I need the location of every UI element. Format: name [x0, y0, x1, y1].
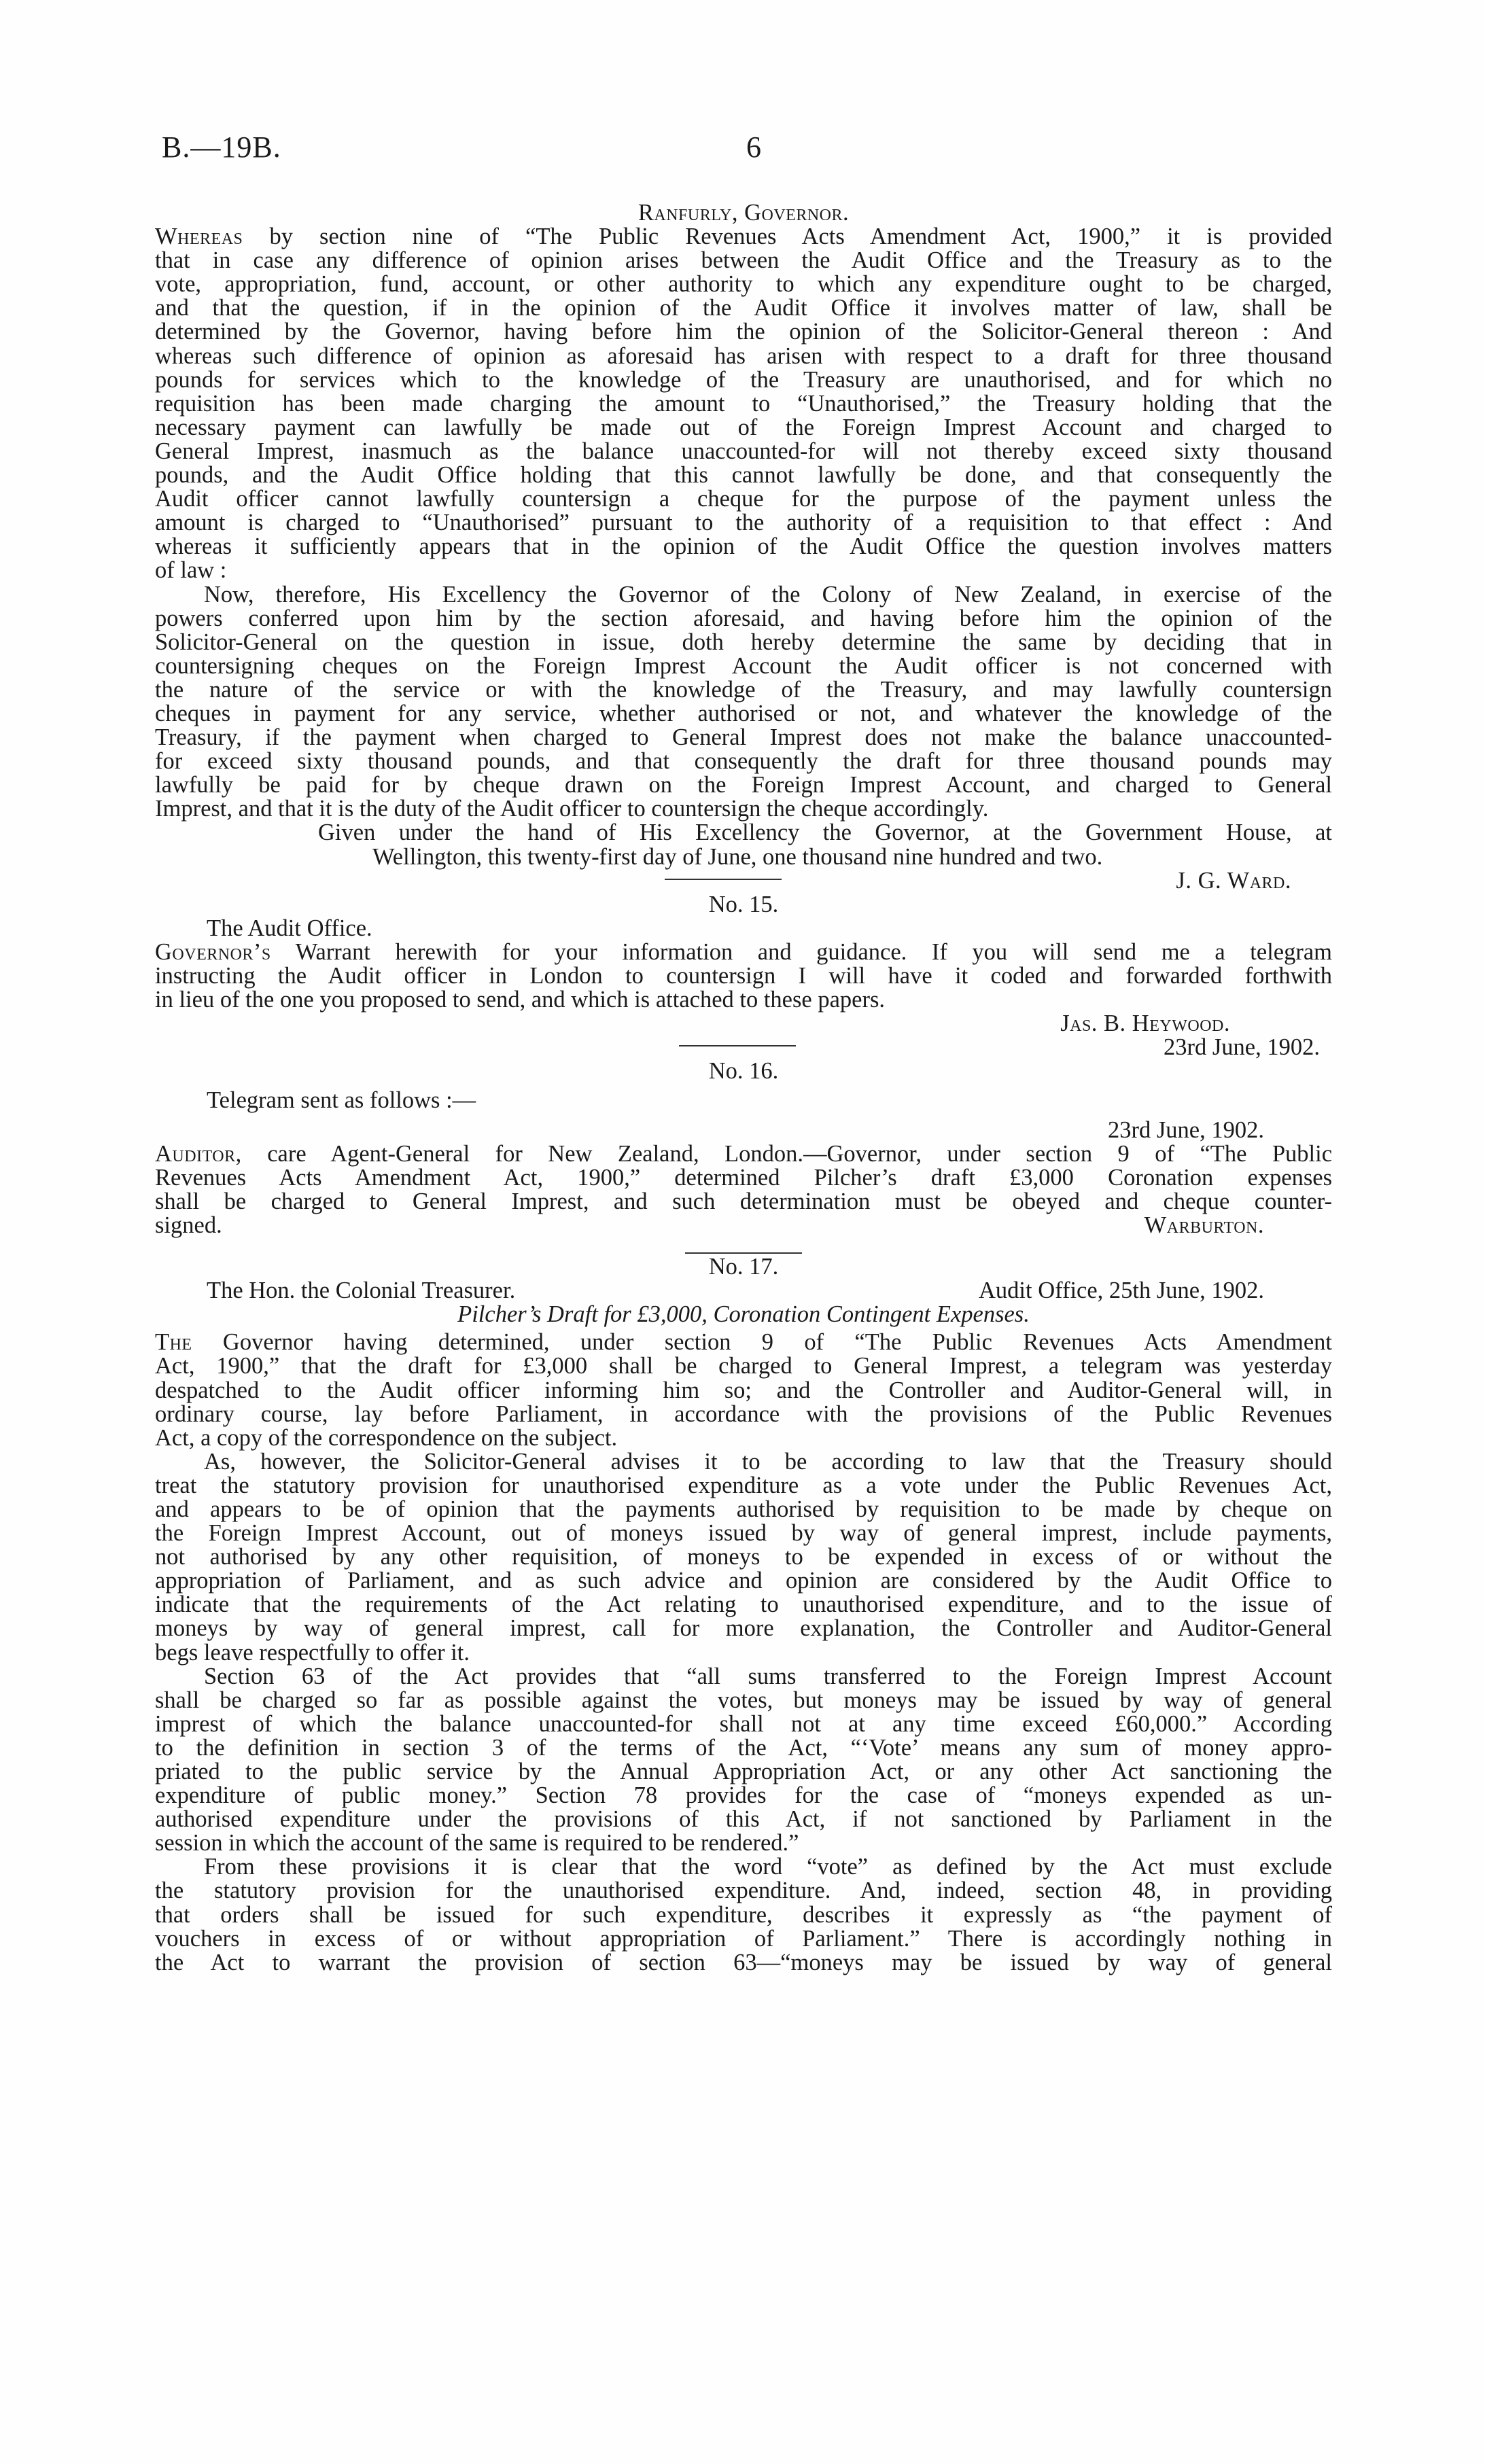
text-line: From these provisions it is clear that the word “vote” as defined by the Act must exclude	[204, 1854, 1332, 1880]
text-line: Act, 1900,” that the draft for £3,000 shall be charged to General Imprest, a telegram was yesterday	[155, 1353, 1332, 1379]
text-line: to the definition in section 3 of the terms of the Act, “‘Vote’ means any sum of money appro-	[155, 1734, 1332, 1761]
text-line: Auditor, care Agent-General for New Zealand, London.—Governor, under section 9 of “The Public	[155, 1140, 1333, 1167]
lead-word: Whereas	[155, 224, 243, 250]
warrant-given-line: Wellington, this twenty-first day of June, one thousand nine hundred and two.	[372, 843, 1103, 870]
text-line: shall be charged to General Imprest, and such determination must be obeyed and cheque counter-	[155, 1188, 1332, 1214]
page-number: 6	[746, 130, 761, 164]
text-line: shall be charged so far as possible against the votes, but moneys may be issued by way of general	[155, 1687, 1332, 1713]
no16-signature: Warburton.	[1144, 1212, 1264, 1238]
text-line: expenditure of public money.” Section 78 provides for the case of “moneys expended as un-	[155, 1782, 1332, 1809]
text-line: Now, therefore, His Excellency the Governor of the Colony of New Zealand, in exercise of the	[204, 581, 1332, 608]
text-line: and that the question, if in the opinion of the Audit Office it involves matter of law, shall be	[155, 295, 1332, 321]
no16-telegram-body	[155, 1142, 1332, 1237]
text-line: determined by the Governor, having before him the opinion of the Solicitor-General thereon : And	[155, 319, 1332, 345]
no17-paragraph-2	[155, 1450, 1332, 1665]
warrant-signature-row	[155, 869, 1332, 893]
no16-closing-row	[155, 1214, 1332, 1237]
text-line: treat the statutory provision for unauthorised expenditure as a vote under the Public Revenues Act,	[155, 1472, 1332, 1498]
text-line: pounds for services which to the knowledge of the Treasury are unauthorised, and for which no	[155, 366, 1332, 393]
lead-word: Governor’s	[155, 938, 271, 965]
no15-signature: Jas. B. Heywood.	[1060, 1010, 1230, 1037]
text-line: pounds, and the Audit Office holding that this cannot lawfully be done, and that consequently the	[155, 462, 1332, 489]
text-line: Revenues Acts Amendment Act, 1900,” determined Pilcher’s draft £3,000 Coronation expenses	[155, 1164, 1332, 1191]
section-divider	[665, 879, 782, 880]
text-line: despatched to the Audit officer informing him so; and the Controller and Auditor-General will, in	[155, 1377, 1332, 1403]
text-line: moneys by way of general imprest, call for more explanation, the Controller and Auditor-General	[155, 1615, 1332, 1642]
text-line: that orders shall be issued for such expenditure, describes it expressly as “the payment of	[155, 1901, 1332, 1928]
text-line: cheques in payment for any service, whether authorised or not, and whatever the knowledge of the	[155, 700, 1332, 726]
text-line: authorised expenditure under the provisions of this Act, if not sanctioned by Parliament in the	[155, 1806, 1332, 1833]
no15-date: 23rd June, 1902.	[1164, 1034, 1320, 1061]
text-line: As, however, the Solicitor-General advises it to be according to law that the Treasury should	[204, 1448, 1332, 1475]
text-line: instructing the Audit officer in London to countersign I will have it coded and forwarded forthwith	[155, 963, 1332, 989]
no16-intro: Telegram sent as follows :—	[207, 1087, 476, 1114]
section-divider	[679, 1045, 796, 1046]
no15-date-row	[155, 1036, 1332, 1059]
section-number-16: No. 16.	[708, 1058, 779, 1085]
lead-word: The	[155, 1329, 192, 1356]
text-line: that in case any difference of opinion arises between the Audit Office and the Treasury as to the	[155, 247, 1332, 274]
text-line: priated to the public service by the Annual Appropriation Act, or any other Act sanctioning the	[155, 1759, 1332, 1784]
text-line: imprest of which the balance unaccounted-for shall not at any time exceed £60,000.” According	[155, 1710, 1332, 1737]
text-line: vouchers in excess of or without appropriation of Parliament.” There is accordingly nothing in	[155, 1925, 1332, 1952]
no16-date: 23rd June, 1902.	[1108, 1116, 1264, 1143]
text-line: whereas such difference of opinion as aforesaid has arisen with respect to a draft for three thousand	[155, 342, 1332, 369]
text-line: indicate that the requirements of the Act relating to unauthorised expenditure, and to the issue of	[155, 1591, 1332, 1618]
warrant-determination-paragraph	[155, 583, 1332, 822]
text-line: powers conferred upon him by the section aforesaid, and having before him the opinion of the	[155, 605, 1332, 631]
text-line: the Foreign Imprest Account, out of moneys issued by way of general imprest, include payments,	[155, 1520, 1332, 1547]
text-line: requisition has been made charging the amount to “Unauthorised,” the Treasury holding that the	[155, 390, 1332, 417]
warrant-whereas-paragraph	[155, 225, 1332, 582]
text-line: of law :	[155, 557, 227, 584]
document-body	[155, 201, 1332, 1975]
text-line: Section 63 of the Act provides that “all sums transferred to the Foreign Imprest Account	[204, 1663, 1332, 1689]
text-line: Act, a copy of the correspondence on the subject.	[155, 1424, 618, 1451]
text-line: session in which the account of the same is required to be rendered.”	[155, 1830, 799, 1856]
text-line: ordinary course, lay before Parliament, in accordance with the provisions of the Public Revenues	[155, 1401, 1332, 1427]
text-line: countersigning cheques on the Foreign Imprest Account the Audit officer is not concerned with	[155, 652, 1332, 679]
text-line: The Governor having determined, under section 9 of “The Public Revenues Acts Amendment	[155, 1329, 1332, 1356]
text-line: necessary payment can lawfully be made out of the Foreign Imprest Account and charged to	[155, 414, 1332, 440]
text-line: the Act to warrant the provision of section 63—“moneys may be issued by way of general	[155, 1949, 1332, 1975]
text-line: the statutory provision for the unauthorised expenditure. And, indeed, section 48, in providing	[155, 1878, 1332, 1904]
text-line: lawfully be paid for by cheque drawn on the Foreign Imprest Account, and charged to General	[155, 772, 1332, 798]
text-line: for exceed sixty thousand pounds, and that consequently the draft for three thousand pounds may	[155, 748, 1332, 775]
text-line: General Imprest, inasmuch as the balance unaccounted-for will not thereby exceed sixty thousand	[155, 438, 1332, 464]
text-line: Whereas by section nine of “The Public Revenues Acts Amendment Act, 1900,” it is provided	[155, 224, 1333, 250]
text-line: appropriation of Parliament, and as such advice and opinion are considered by the Audit Office to	[155, 1568, 1332, 1594]
no17-paragraph-1	[155, 1331, 1332, 1449]
warrant-signature: J. G. Ward.	[1176, 867, 1291, 894]
no17-place-date: Audit Office, 25th June, 1902.	[978, 1278, 1264, 1304]
text-line: vote, appropriation, fund, account, or other authority to which any expenditure ought to be charged,	[155, 271, 1332, 298]
warrant-given-line: Given under the hand of His Excellency the Governor, at the Government House, at	[318, 820, 1332, 846]
text-line: Imprest, and that it is the duty of the Audit officer to countersign the cheque accordingly.	[155, 796, 989, 822]
lead-word: Auditor,	[155, 1140, 242, 1167]
text-line: amount is charged to “Unauthorised” pursuant to the authority of a requisition to that effect : And	[155, 510, 1332, 536]
no17-paragraph-3	[155, 1665, 1332, 1856]
section-number-17: No. 17.	[708, 1254, 779, 1280]
text-line: Solicitor-General on the question in issue, doth hereby determine the same by deciding that in	[155, 629, 1332, 655]
text-line: Treasury, if the payment when charged to General Imprest does not make the balance unaccounted-	[155, 724, 1332, 751]
document-reference: B.—19B.	[162, 130, 281, 164]
no15-addressee: The Audit Office.	[207, 915, 372, 941]
text-line: begs leave respectfully to offer it.	[155, 1639, 470, 1666]
text-line: Audit officer cannot lawfully countersign a cheque for the purpose of the payment unless the	[155, 486, 1332, 512]
warrant-heading: Ranfurly, Governor.	[637, 200, 850, 226]
text-line: whereas it sufficiently appears that in the opinion of the Audit Office the question involves matters	[155, 533, 1332, 560]
text-line: not authorised by any other requisition, of moneys to be expended in excess of or without the	[155, 1544, 1332, 1570]
no17-subject: Pilcher’s Draft for £3,000, Coronation Contingent Expenses.	[457, 1301, 1030, 1328]
no17-paragraph-4	[155, 1855, 1332, 1974]
no15-body	[155, 940, 1332, 1012]
text-line: in lieu of the one you proposed to send, and which is attached to these papers.	[155, 987, 886, 1013]
no17-address-row	[155, 1279, 1332, 1303]
text-line: Governor’s Warrant herewith for your information and guidance. If you will send me a telegram	[155, 938, 1332, 965]
section-number-15: No. 15.	[708, 891, 779, 917]
no17-addressee: The Hon. the Colonial Treasurer.	[207, 1278, 516, 1304]
text-line: the nature of the service or with the knowledge of the Treasury, and may lawfully countersign	[155, 676, 1332, 703]
text-line: and appears to be of opinion that the payments authorised by requisition to be made by cheque on	[155, 1496, 1332, 1522]
text-line: signed.	[155, 1212, 222, 1238]
